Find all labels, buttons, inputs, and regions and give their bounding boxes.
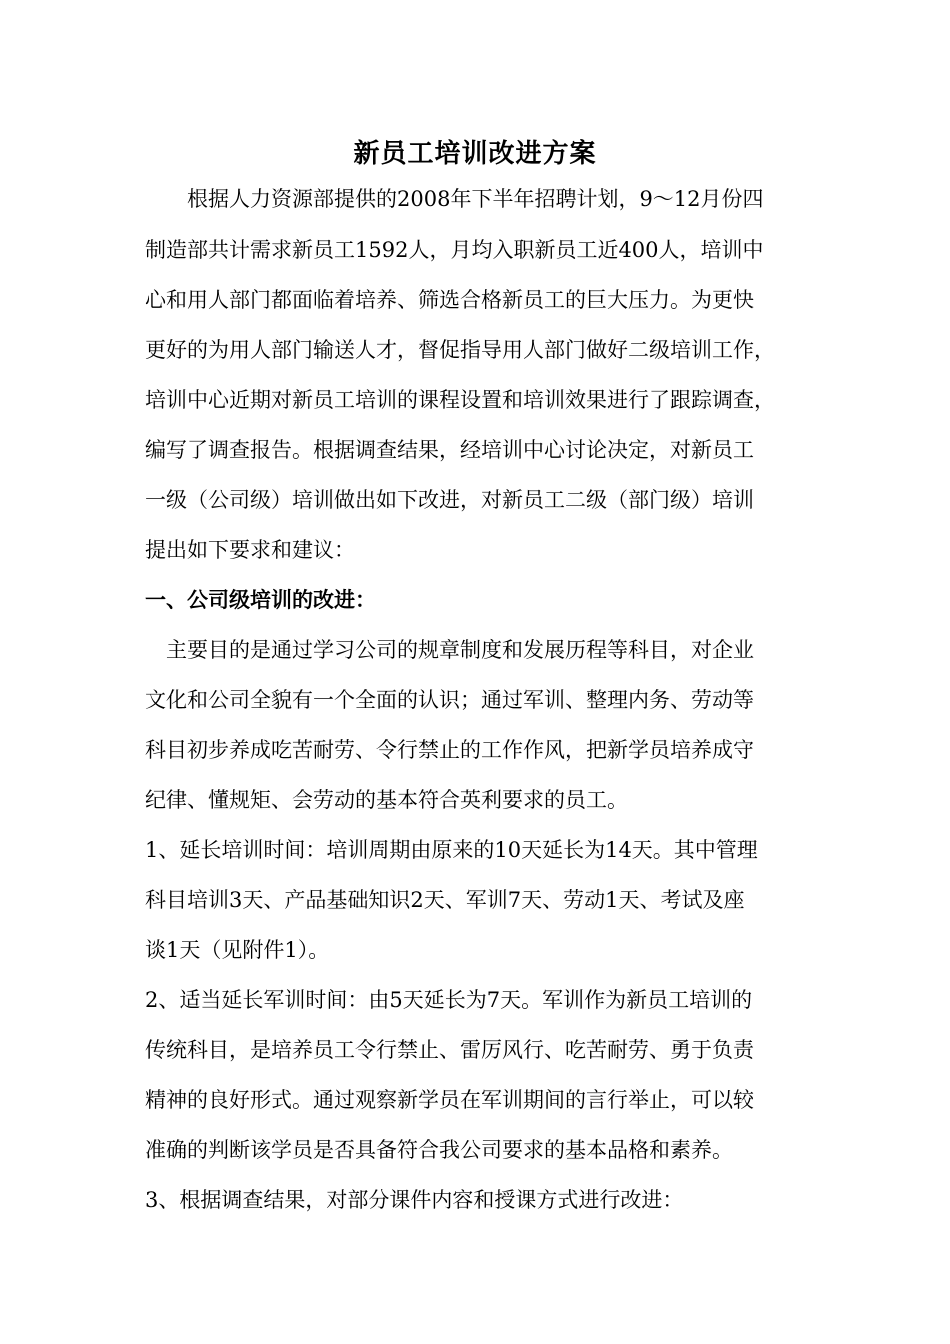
intro-line: 根据人力资源部提供的2008年下半年招聘计划，9～12月份四 — [145, 187, 764, 211]
body-line: 科目初步养成吃苦耐劳、令行禁止的工作作风，把新学员培养成守 — [145, 738, 754, 762]
list-item: 1、延长培训时间：培训周期由原来的10天延长为14天。其中管理 — [145, 838, 758, 862]
section-heading: 一、公司级培训的改进： — [145, 587, 376, 612]
body-line: 纪律、懂规矩、会劳动的基本符合英利要求的员工。 — [145, 788, 628, 812]
intro-line: 更好的为用人部门输送人才，督促指导用人部门做好二级培训工作， — [145, 338, 775, 362]
document-title: 新员工培训改进方案 — [353, 139, 597, 169]
intro-line: 制造部共计需求新员工1592人，月均入职新员工近400人，培训中 — [145, 238, 764, 262]
body-line: 科目培训3天、产品基础知识2天、军训7天、劳动1天、考试及座 — [145, 888, 745, 912]
intro-line: 提出如下要求和建议： — [145, 538, 355, 562]
intro-line: 培训中心近期对新员工培训的课程设置和培训效果进行了跟踪调查， — [145, 388, 775, 412]
body-line: 主要目的是通过学习公司的规章制度和发展历程等科目，对企业 — [145, 638, 754, 662]
body-line: 传统科目，是培养员工令行禁止、雷厉风行、吃苦耐劳、勇于负责 — [145, 1038, 754, 1062]
body-line: 准确的判断该学员是否具备符合我公司要求的基本品格和素养。 — [145, 1138, 733, 1162]
list-item: 2、适当延长军训时间：由5天延长为7天。军训作为新员工培训的 — [145, 988, 753, 1012]
intro-line: 一级（公司级）培训做出如下改进，对新员工二级（部门级）培训 — [145, 488, 754, 512]
body-line: 谈1天（见附件1）。 — [145, 938, 330, 962]
list-item: 3、根据调查结果，对部分课件内容和授课方式进行改进： — [145, 1188, 684, 1212]
intro-line: 编写了调查报告。根据调查结果，经培训中心讨论决定，对新员工 — [145, 438, 754, 462]
body-line: 精神的良好形式。通过观察新学员在军训期间的言行举止，可以较 — [145, 1088, 754, 1112]
intro-line: 心和用人部门都面临着培养、筛选合格新员工的巨大压力。为更快 — [145, 288, 754, 312]
body-line: 文化和公司全貌有一个全面的认识；通过军训、整理内务、劳动等 — [145, 688, 754, 712]
